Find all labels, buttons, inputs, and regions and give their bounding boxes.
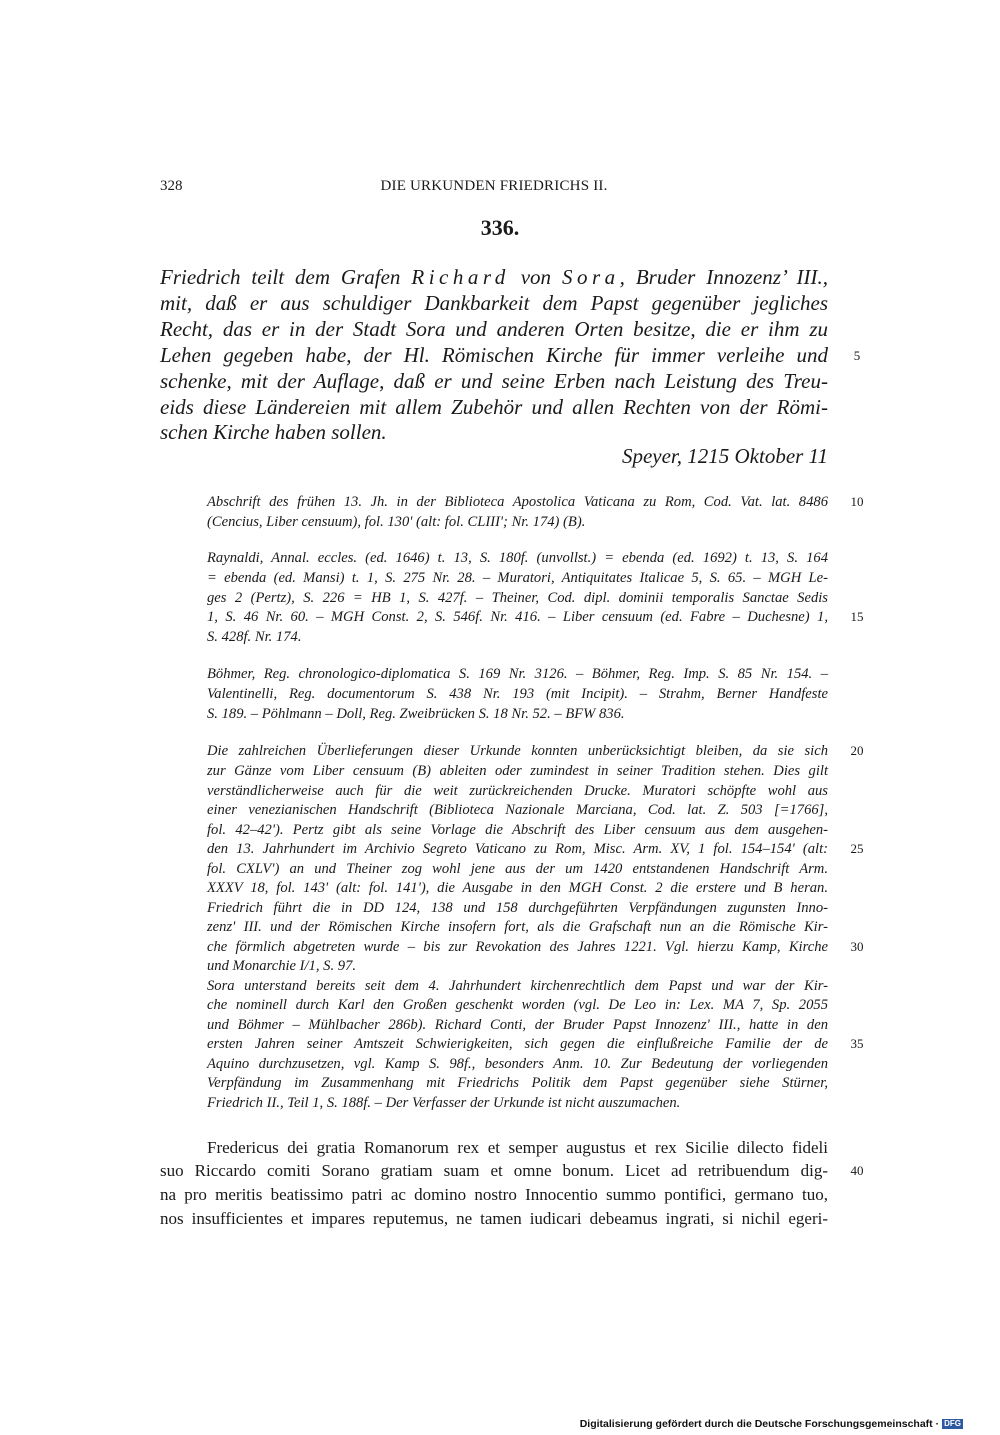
charter-line: na pro meritis beatissimo patri ac domino nostro Innocentio summo pontifici, germano tuo, xyxy=(160,1185,828,1204)
regest-line: mit, daß er aus schuldiger Dankbarkeit dem Papst gegenüber jegliches xyxy=(160,291,828,315)
apparatus-line: ersten Jahren seiner Amtszeit Schwierigkeiten, sich gegen die einflußreiche Familie der de xyxy=(207,1036,828,1052)
line-number: 40 xyxy=(850,1163,864,1178)
line-number: 25 xyxy=(850,841,864,856)
name-sora: Sora xyxy=(561,265,620,289)
apparatus-line: ges 2 (Pertz), S. 226 = HB 1, S. 427f. – Theiner, Cod. dipl. dominii temporalis Sanctae Sedis xyxy=(207,590,828,606)
apparatus-line: Böhmer, Reg. chronologico-diplomatica S. 169 Nr. 3126. – Böhmer, Reg. Imp. S. 85 Nr. 154. – xyxy=(207,666,828,682)
apparatus-line: fol. CXLV') an und Theiner zog wohl jene aus der um 1420 entstandenen Handschrift Arm. xyxy=(207,861,828,877)
regest-text: von xyxy=(509,265,562,289)
footer-credit: Digitalisierung gefördert durch die Deutsche Forschungsgemeinschaft · DFG xyxy=(579,1418,961,1430)
apparatus-line: che nominell durch Karl den Großen geschenkt worden (vgl. De Leo in: Lex. MA 7, Sp. 2055 xyxy=(207,997,828,1013)
name-richard: Richard xyxy=(411,265,510,289)
apparatus-line: S. 189. – Pöhlmann – Doll, Reg. Zweibrücken S. 18 Nr. 52. – BFW 836. xyxy=(207,706,625,722)
apparatus-line: Abschrift des frühen 13. Jh. in der Biblioteca Apostolica Vaticana zu Rom, Cod. Vat. lat. 8486 xyxy=(207,494,828,510)
apparatus-line: 1, S. 46 Nr. 60. – MGH Const. 2, S. 546f. Nr. 416. – Liber censuum (ed. Fabre – Duchesne) 1, xyxy=(207,609,828,625)
page-number: 328 xyxy=(160,178,183,194)
running-head: DIE URKUNDEN FRIEDRICHS II. xyxy=(380,178,608,194)
charter-line: nos insufficientes et impares reputemus, ne tamen iudicari debeamus ingrati, si nichil egeri- xyxy=(160,1209,828,1228)
apparatus-line: Valentinelli, Reg. documentorum S. 438 Nr. 193 (mit Incipit). – Strahm, Berner Handfeste xyxy=(207,686,828,702)
line-number: 20 xyxy=(850,743,864,758)
apparatus-line: Die zahlreichen Überlieferungen dieser Urkunde konnten unberücksichtigt bleiben, da sie sich xyxy=(207,743,828,759)
apparatus-line: einer venezianischen Handschrift (Biblioteca Nazionale Marciana, Cod. lat. Z. 503 [=1766], xyxy=(207,802,828,818)
apparatus-line: (Cencius, Liber censuum), fol. 130' (alt: fol. CLIII'; Nr. 174) (B). xyxy=(207,514,586,530)
line-number: 15 xyxy=(850,609,864,624)
regest-line: Lehen gegeben habe, der Hl. Römischen Kirche für immer verleihe und xyxy=(160,343,828,367)
place-date: Speyer, 1215 Oktober 11 xyxy=(621,444,828,468)
apparatus-line: verständlicherweise auch für die weit zurückreichenden Drucke. Muratori schöpfte wohl aus xyxy=(207,783,828,799)
apparatus-line: = ebenda (ed. Mansi) t. 1, S. 275 Nr. 28. – Muratori, Antiquitates Italicae 5, S. 65. – MGH Le- xyxy=(207,570,828,586)
line-number: 30 xyxy=(850,939,864,954)
dfg-logo-icon: DFG xyxy=(944,1419,961,1429)
apparatus-line: und Böhmer – Mühlbacher 286b). Richard Conti, der Bruder Papst Innozenz' III., hatte in den xyxy=(207,1017,828,1033)
apparatus-line: S. 428f. Nr. 174. xyxy=(207,629,302,645)
apparatus-line: Friedrich führt die in DD 124, 138 und 158 durchgeführten Verpfändungen zugunsten Inno- xyxy=(207,900,828,916)
apparatus-line: che förmlich abgetreten wurde – bis zur Revokation des Jahres 1221. Vgl. hierzu Kamp, Kirche xyxy=(207,939,828,955)
line-number: 10 xyxy=(850,494,864,509)
regest-line: Recht, das er in der Stadt Sora und anderen Orten besitze, die er ihm zu xyxy=(160,317,828,341)
apparatus-line: zenz' III. und der Römischen Kirche insofern fort, als die Grafschaft nun an die Römische Kir- xyxy=(207,919,828,935)
footer-credit-text: Digitalisierung gefördert durch die Deutsche Forschungsgemeinschaft xyxy=(579,1418,933,1430)
regest-line: schen Kirche haben sollen. xyxy=(160,420,387,444)
apparatus-line: XXXV 18, fol. 143' (alt: fol. 141'), die Ausgabe in den MGH Const. 2 die erstere und B heran. xyxy=(207,880,828,896)
apparatus-line: Verpfändung im Zusammenhang mit Friedrichs Politik dem Papst gegenüber siehe Stürner, xyxy=(207,1075,828,1091)
line-number: 5 xyxy=(853,348,861,363)
apparatus-line: fol. 42–42'). Pertz gibt als seine Vorlage die Abschrift des Liber censuum aus dem ausgehen- xyxy=(207,822,828,838)
document-number: 336. xyxy=(480,215,520,240)
apparatus-line: Raynaldi, Annal. eccles. (ed. 1646) t. 13, S. 180f. (unvollst.) = ebenda (ed. 1692) t. 13, S. 164 xyxy=(207,550,828,566)
page-header xyxy=(160,176,828,196)
apparatus-line: und Monarchie I/1, S. 97. xyxy=(207,958,357,974)
regest-text: Friedrich teilt dem Grafen xyxy=(160,265,412,289)
charter-line: Fredericus dei gratia Romanorum rex et semper augustus et rex Sicilie dilecto fideli xyxy=(207,1138,828,1157)
regest-line xyxy=(160,264,828,290)
apparatus-line: Aquino durchzusetzen, vgl. Kamp S. 98f., besonders Anm. 10. Zur Bedeutung der vorliegenden xyxy=(207,1056,828,1072)
apparatus-line: zur Gänze vom Liber censuum (B) ableiten oder zumindest in seiner Tradition stehen. Dies gilt xyxy=(207,763,828,779)
line-number: 35 xyxy=(850,1036,864,1051)
apparatus-line: den 13. Jahrhundert im Archivio Segreto Vaticano zu Rom, Misc. Arm. XV, 1 fol. 154–154' (alt: xyxy=(207,841,828,857)
regest-line: schenke, mit der Auflage, daß er und seine Erben nach Leistung des Treu- xyxy=(160,369,828,393)
apparatus-line: Sora unterstand bereits seit dem 4. Jahrhundert kirchenrechtlich dem Papst und war der Kir- xyxy=(207,978,828,994)
regest-text: , Bruder Innozenz’ III., xyxy=(619,265,829,289)
charter-line: suo Riccardo comiti Sorano gratiam suam et omne bonum. Licet ad retribuendum dig- xyxy=(160,1161,828,1180)
apparatus-line: Friedrich II., Teil 1, S. 188f. – Der Verfasser der Urkunde ist nicht auszumachen. xyxy=(207,1095,681,1111)
regest-line: eids diese Ländereien mit allem Zubehör und allen Rechten von der Römi- xyxy=(160,395,828,419)
